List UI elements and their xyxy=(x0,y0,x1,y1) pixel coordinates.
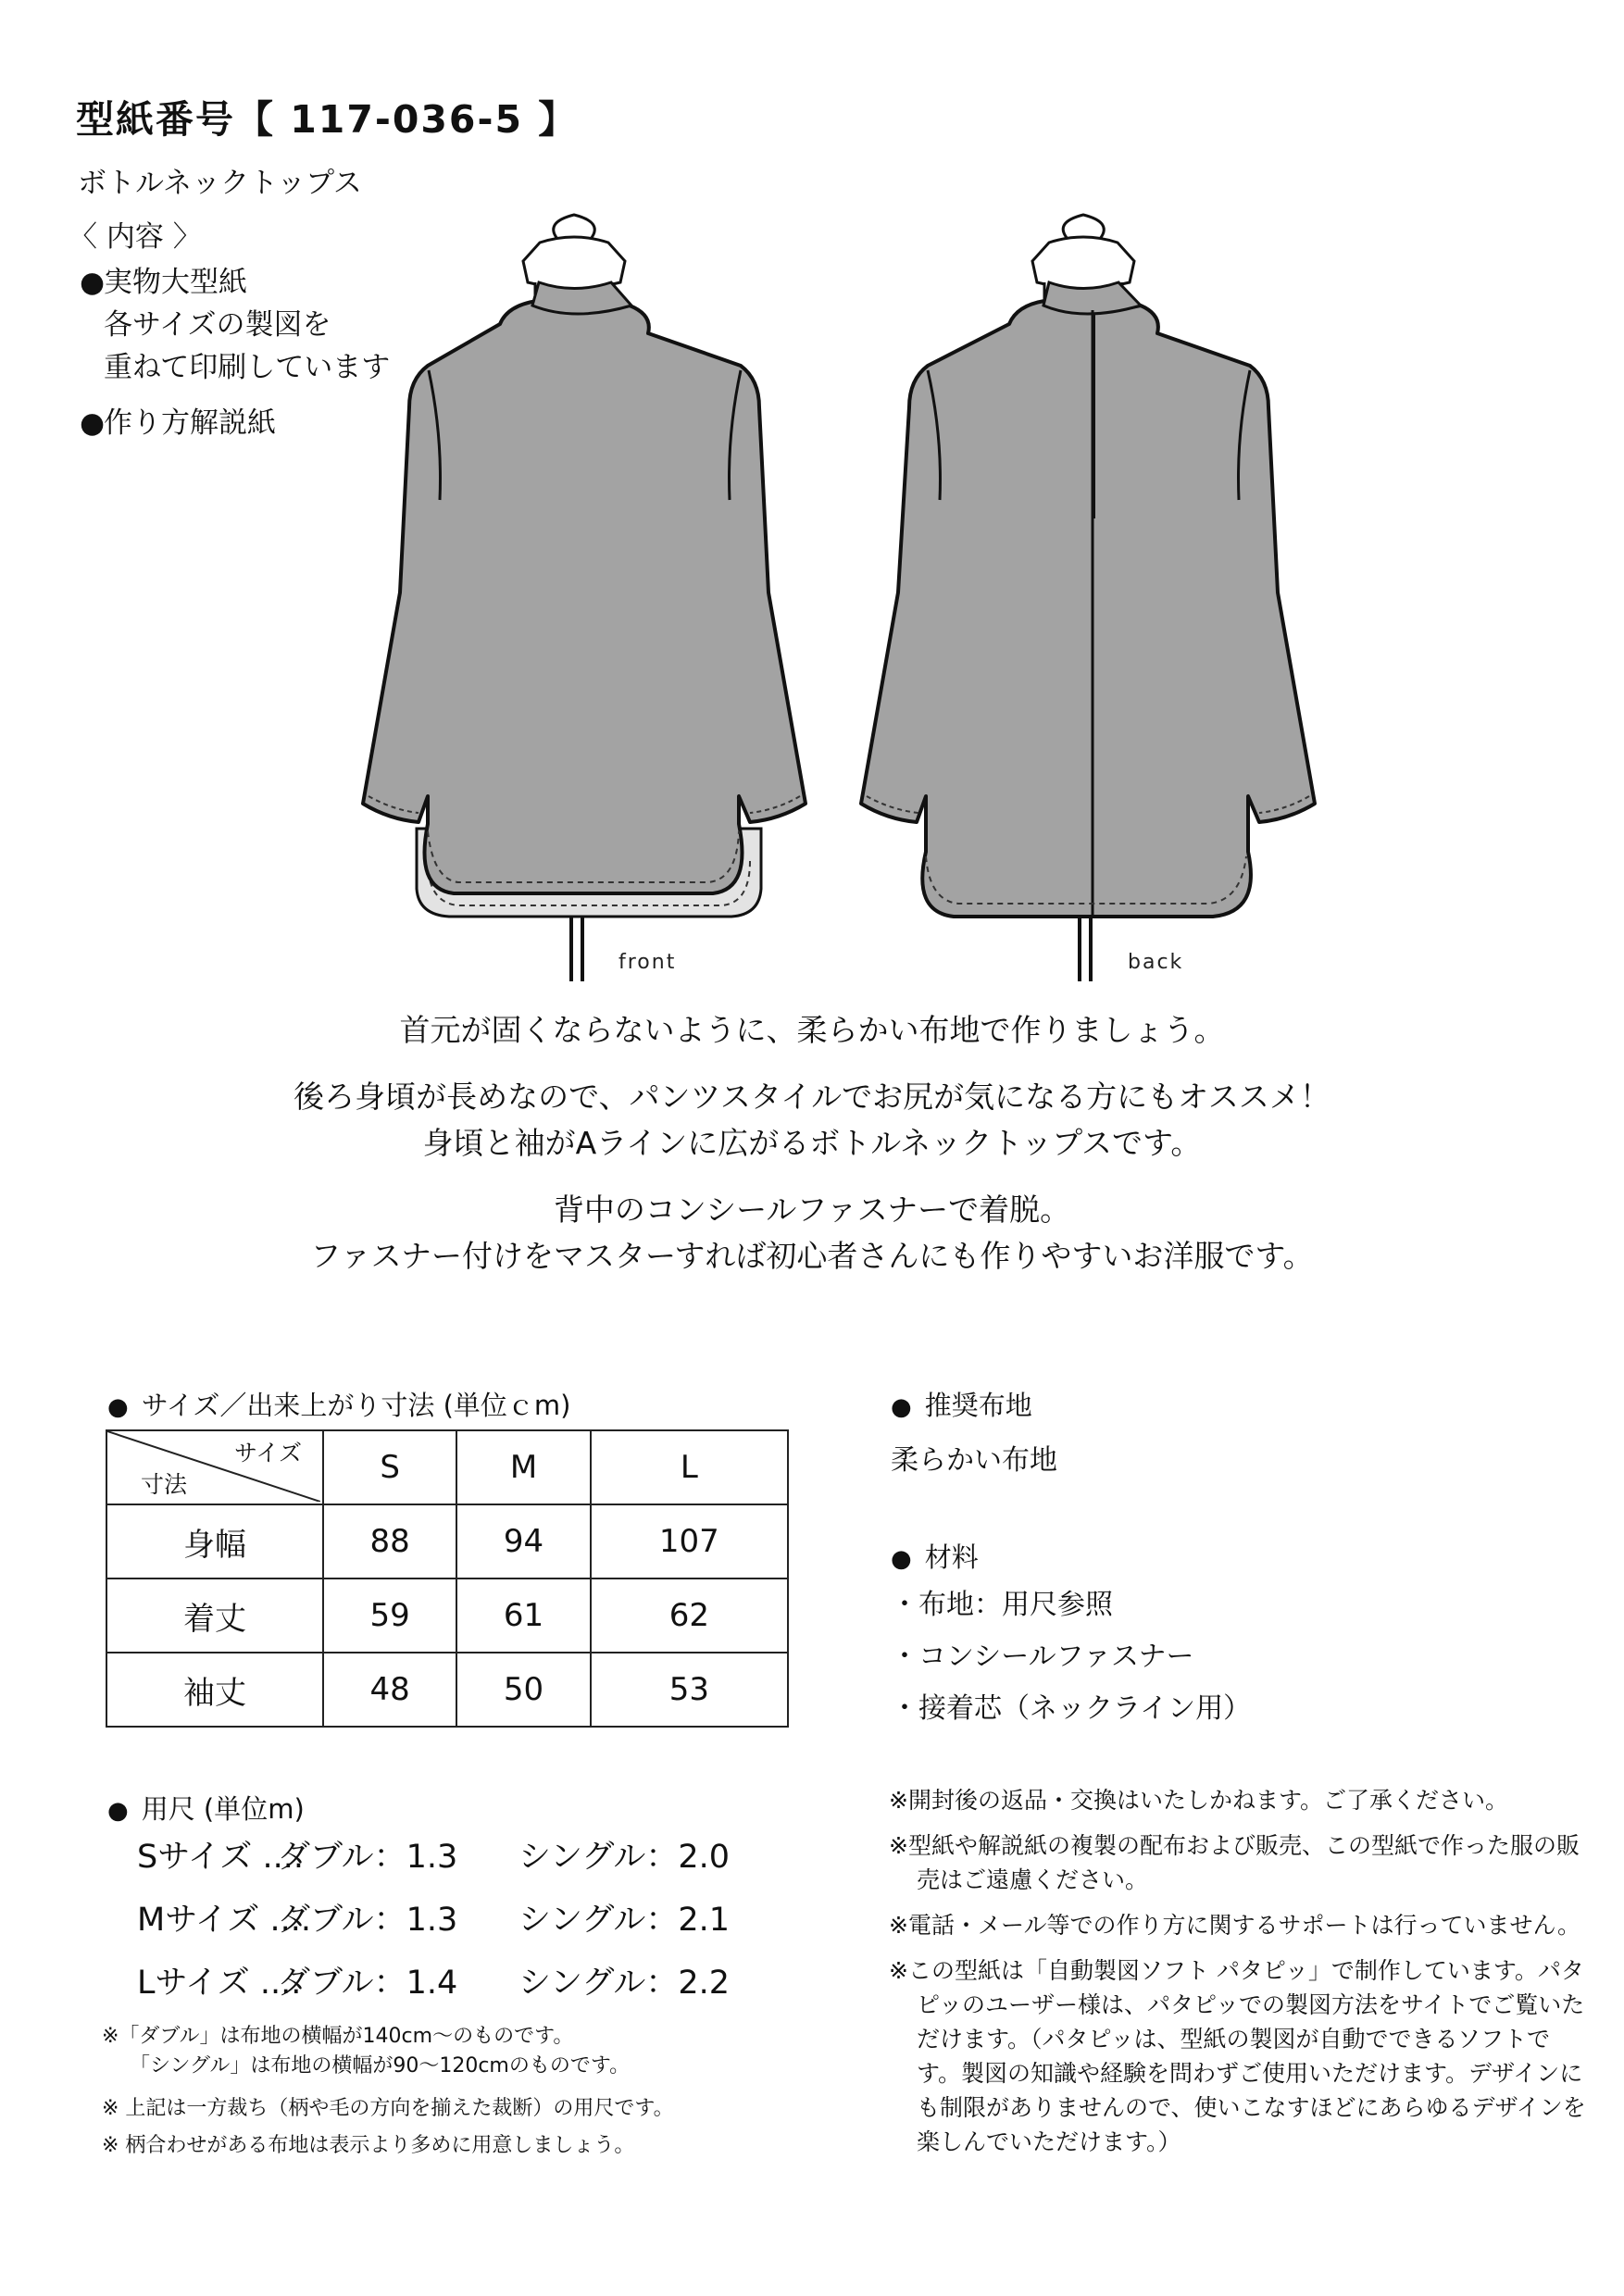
back-view xyxy=(861,215,1315,981)
description-line-5: ファスナー付けをマスターすれば初心者さんにも作りやすいお洋服です。 xyxy=(310,1238,1314,1274)
description-line-2: 後ろ身頃が長めなので、パンツスタイルでお尻が気になる方にもオススメ！ xyxy=(294,1079,1330,1115)
size-header-m: M xyxy=(456,1430,590,1504)
pattern-number-title: 型紙番号【 117-036-5 】 xyxy=(76,97,579,142)
notice-item: ※開封後の返品・交換はいたしかねます。ご了承ください。 xyxy=(889,1787,1508,1814)
front-label: front xyxy=(618,951,677,974)
yardage-row-m: Mサイズ ....ダブル：1.3 シングル：2.1 xyxy=(137,1902,731,1939)
table-row: 身幅 88 94 107 xyxy=(106,1504,788,1578)
front-view xyxy=(363,215,806,981)
size-table xyxy=(106,1429,789,1728)
table-row: 袖丈 48 50 53 xyxy=(106,1653,788,1727)
size-table-header-row xyxy=(106,1430,788,1504)
notices xyxy=(889,1783,1593,2170)
contents-item: ● 作り方解説紙 xyxy=(80,406,276,440)
materials-list xyxy=(891,1579,1251,1735)
list-item: ・コンシールファスナー xyxy=(891,1641,1194,1673)
contents-heading: 〈 内容 〉 xyxy=(69,220,202,254)
yardage-row-s: Sサイズ ....ダブル：1.3 シングル：2.0 xyxy=(137,1839,731,1876)
garment-illustration xyxy=(0,0,1624,1018)
yardage-row-l: Lサイズ ....ダブル：1.4 シングル：2.2 xyxy=(137,1965,731,2002)
fabric-text: 柔らかい布地 xyxy=(891,1444,1057,1477)
size-section-heading: ● サイズ／出来上がり寸法 (単位ｃm) xyxy=(107,1390,571,1421)
fabric-heading: ● 推奨布地 xyxy=(891,1390,1032,1421)
notice-item: ※型紙や解説紙の複製の配布および販売、この型紙で作った服の販売はご遠慮ください。 xyxy=(889,1832,1580,1893)
table-row: 着丈 59 61 62 xyxy=(106,1578,788,1653)
description-line-3: 身頃と袖がAラインに広がるボトルネックトップスです。 xyxy=(422,1125,1202,1161)
notice-item: ※電話・メール等での作り方に関するサポートは行っていません。 xyxy=(889,1912,1580,1939)
yardage-notes: ※「ダブル」は布地の横幅が140cm〜のものです。 「シングル」は布地の横幅が90〜120cmのものです。 ※ 上記は一方裁ち（柄や毛の方向を揃えた裁断）の用尺です。 ※ 柄合わせがある布地は表示より多めに用意しましょう。 xyxy=(102,2025,674,2157)
description-line-4: 背中のコンシールファスナーで着脱。 xyxy=(553,1192,1071,1228)
materials-heading: ● 材料 xyxy=(891,1541,979,1573)
contents-item: 重ねて印刷しています xyxy=(104,351,391,384)
size-header-s: S xyxy=(323,1430,456,1504)
notice-item: ※この型紙は「自動製図ソフト パタピッ」で制作しています。パタピッのユーザー様は、パタピッでの製図方法をサイトでご覧いただけます。（パタピッは、型紙の製図が自動でできるソフトです。製図の知識や経験を問わずご使用いただけます。デザインにも制限がありませんので、使いこなすほどにあらゆるデザインを楽しんでいただけます。） xyxy=(889,1957,1586,2155)
description-line-1: 首元が固くならないように、柔らかい布地で作りましょう。 xyxy=(399,1012,1225,1048)
yardage-heading: ● 用尺 (単位m) xyxy=(107,1793,305,1825)
size-header-l: L xyxy=(591,1430,788,1504)
size-table-corner: サイズ 寸法 xyxy=(106,1430,323,1504)
list-item: ・布地：用尺参照 xyxy=(891,1589,1113,1621)
contents-item: ● 実物大型紙 xyxy=(80,266,247,299)
back-label: back xyxy=(1128,951,1184,974)
contents-item: 各サイズの製図を xyxy=(104,308,331,342)
list-item: ・接着芯（ネックライン用） xyxy=(891,1692,1252,1725)
product-name: ボトルネックトップス xyxy=(78,167,362,200)
